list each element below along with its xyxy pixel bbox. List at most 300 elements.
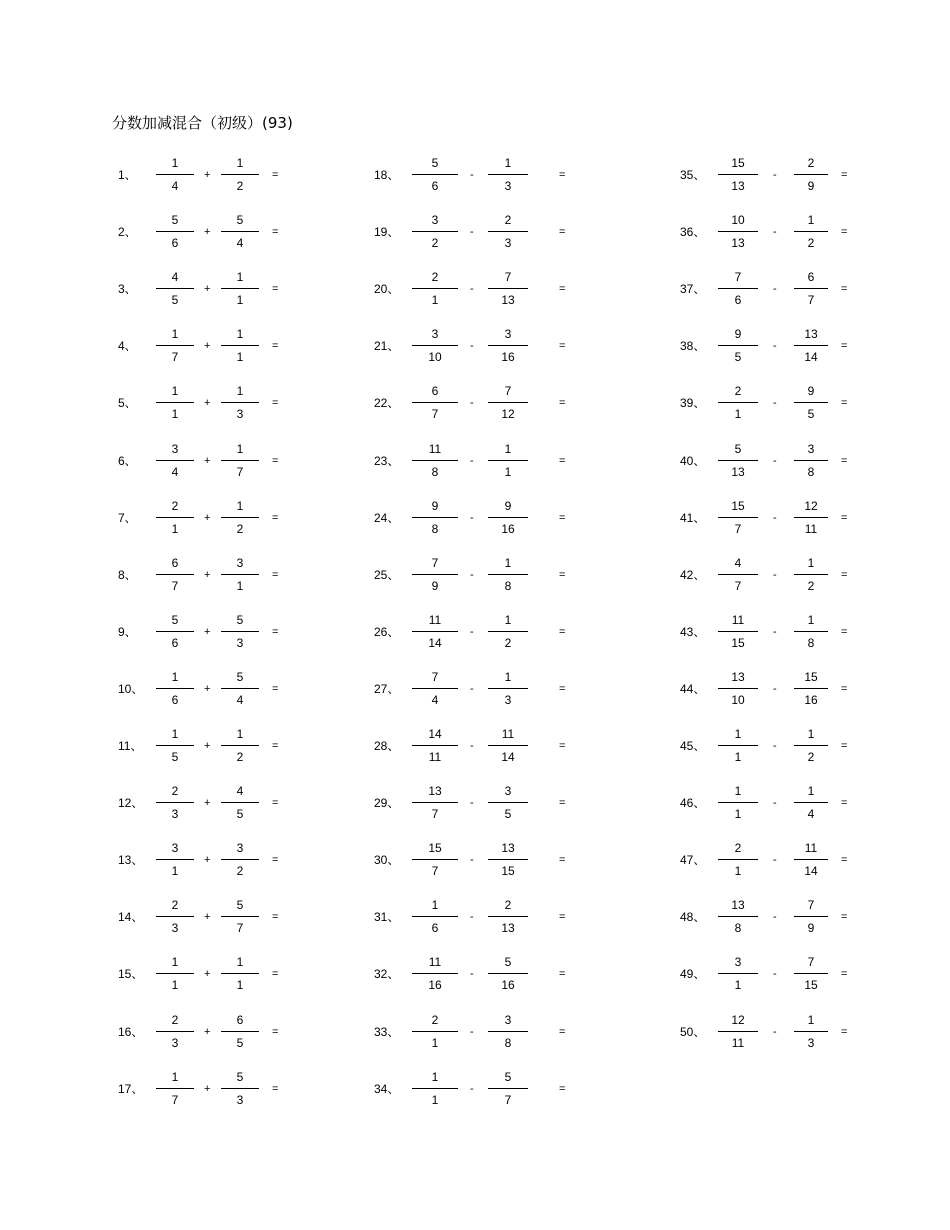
denominator: 11 [428,750,442,764]
problem-row [0,1013,950,1053]
denominator: 7 [807,293,815,308]
numerator: 1 [171,727,179,741]
numerator: 11 [804,841,818,856]
numerator: 1 [807,555,815,570]
operator: + [204,511,211,524]
denominator: 3 [171,921,179,936]
numerator: 1 [171,669,179,684]
denominator: 6 [171,236,179,251]
denominator: 3 [236,1092,244,1107]
denominator: 8 [807,464,815,479]
operator: + [204,454,211,467]
operator: - [773,797,777,810]
numerator: 7 [431,669,439,684]
fraction-second [794,1013,828,1053]
equals-sign: = [272,226,279,239]
fraction-bar [794,688,828,689]
denominator: 4 [171,179,179,193]
numerator: 13 [501,841,515,856]
fraction-bar [794,460,828,461]
equals-sign: = [841,1025,848,1038]
numerator: 15 [731,498,745,513]
numerator: 1 [807,784,815,799]
operator: - [773,1025,777,1038]
problem-number: 28、 [374,739,400,753]
fraction-second [794,556,828,596]
numerator: 5 [504,1069,512,1084]
denominator: 11 [731,1035,745,1050]
equals-sign: = [841,169,848,181]
problem-row [0,327,950,367]
operator: + [204,968,211,981]
denominator: 15 [731,635,745,650]
problem-number: 2、 [118,225,137,240]
denominator: 5 [171,750,179,764]
denominator: 16 [804,692,818,707]
fraction-bar [794,1031,828,1032]
numerator: 2 [171,498,179,513]
denominator: 3 [504,179,512,193]
fraction-first [718,156,758,196]
fraction-bar [718,916,758,917]
numerator: 1 [236,727,244,741]
numerator: 9 [504,498,512,513]
equals-sign: = [559,1025,566,1038]
denominator: 2 [236,750,244,764]
problem-number: 40、 [680,453,706,468]
problem-number: 10、 [118,681,144,696]
numerator: 1 [236,156,244,170]
problem-number: 16、 [118,1024,144,1039]
fraction-bar [794,402,828,403]
equals-sign: = [559,454,566,467]
fraction-bar [794,973,828,974]
operator: - [773,854,777,867]
numerator: 1 [807,213,815,228]
equals-sign: = [559,283,566,296]
problem-row [0,613,950,653]
denominator: 6 [171,635,179,650]
denominator: 7 [171,1092,179,1107]
equals-sign: = [841,797,848,810]
numerator: 3 [236,841,244,856]
equals-sign: = [559,682,566,695]
problem-row [0,384,950,424]
denominator: 1 [431,1035,439,1050]
fraction-second [794,156,828,196]
problem-number: 33、 [374,1024,400,1039]
operator: - [470,226,474,239]
operator: - [470,1025,474,1038]
denominator: 13 [731,179,745,193]
fraction-second [488,1070,528,1110]
fraction-bar [794,574,828,575]
problem-row [0,556,950,596]
fraction-bar [794,517,828,518]
numerator: 3 [504,327,512,342]
numerator: 1 [236,384,244,399]
fraction-bar [718,402,758,403]
problem-number: 26、 [374,624,400,639]
operator: - [470,568,474,581]
denominator: 9 [807,179,815,193]
denominator: 3 [504,236,512,251]
operator: + [204,625,211,638]
denominator: 1 [171,978,179,993]
operator: - [773,625,777,638]
denominator: 6 [734,293,742,308]
problem-number: 31、 [374,910,400,925]
denominator: 5 [734,350,742,365]
fraction-bar [718,859,758,860]
problem-number: 17、 [118,1081,144,1096]
numerator: 4 [734,555,742,570]
problem-number: 8、 [118,567,137,582]
operator: - [773,682,777,695]
equals-sign: = [272,797,279,810]
problem-row [0,841,950,881]
equals-sign: = [272,568,279,581]
equals-sign: = [841,511,848,524]
denominator: 16 [428,978,442,993]
problem-number: 30、 [374,853,400,868]
problem-number: 18、 [374,168,400,182]
denominator: 3 [171,1035,179,1050]
numerator: 15 [731,156,745,170]
operator: - [773,340,777,353]
denominator: 14 [501,750,515,764]
operator: + [204,682,211,695]
problem-number: 45、 [680,739,706,753]
denominator: 4 [431,692,439,707]
problem-number: 37、 [680,282,706,297]
numerator: 3 [171,441,179,456]
fraction-first [718,384,758,424]
fraction-second [794,784,828,824]
operator: + [204,397,211,410]
numerator: 1 [504,669,512,684]
numerator: 11 [428,955,442,970]
operator: + [204,283,211,296]
numerator: 1 [807,1012,815,1027]
operator: + [204,740,211,752]
operator: - [470,283,474,296]
denominator: 7 [504,1092,512,1107]
problem-number: 39、 [680,396,706,411]
denominator: 8 [431,521,439,536]
numerator: 7 [807,955,815,970]
problem-number: 20、 [374,282,400,297]
operator: + [204,568,211,581]
equals-sign: = [841,911,848,924]
denominator: 7 [431,807,439,822]
operator: - [773,283,777,296]
denominator: 13 [501,921,515,936]
operator: - [470,625,474,638]
denominator: 8 [807,635,815,650]
numerator: 1 [807,727,815,741]
denominator: 1 [431,1092,439,1107]
denominator: 7 [171,350,179,365]
fraction-bar [794,802,828,803]
operator: - [470,511,474,524]
denominator: 8 [431,464,439,479]
fraction-first [718,670,758,710]
denominator: 2 [431,236,439,251]
fraction-second [794,213,828,253]
fraction-first [718,499,758,539]
denominator: 15 [804,978,818,993]
numerator: 2 [171,1012,179,1027]
equals-sign: = [559,911,566,924]
numerator: 1 [236,270,244,285]
operator: - [773,226,777,239]
numerator: 1 [236,498,244,513]
fraction-bar [794,745,828,746]
problem-number: 42、 [680,567,706,582]
fraction-second [794,955,828,995]
fraction-second [794,613,828,653]
equals-sign: = [841,854,848,867]
equals-sign: = [272,169,279,181]
equals-sign: = [272,511,279,524]
denominator: 4 [236,692,244,707]
denominator: 2 [807,750,815,764]
equals-sign: = [841,682,848,695]
denominator: 1 [734,750,742,764]
fraction-bar [718,174,758,175]
equals-sign: = [559,740,566,752]
denominator: 2 [236,864,244,879]
numerator: 3 [807,441,815,456]
denominator: 7 [734,578,742,593]
problem-number: 11、 [118,739,143,753]
equals-sign: = [559,625,566,638]
denominator: 2 [504,635,512,650]
denominator: 7 [431,407,439,422]
numerator: 1 [171,384,179,399]
equals-sign: = [559,1082,566,1095]
fraction-bar [718,802,758,803]
problem-row [0,670,950,710]
equals-sign: = [559,511,566,524]
denominator: 1 [171,864,179,879]
numerator: 15 [428,841,442,856]
problem-row [0,270,950,310]
fraction-first [718,727,758,767]
fraction-second [794,442,828,482]
fraction-bar [718,288,758,289]
numerator: 7 [431,555,439,570]
denominator: 1 [504,464,512,479]
fraction-first [718,898,758,938]
fraction-bar [794,231,828,232]
numerator: 1 [171,156,179,170]
denominator: 16 [501,350,515,365]
operator: + [204,911,211,924]
denominator: 7 [171,578,179,593]
fraction-bar [718,517,758,518]
denominator: 2 [807,578,815,593]
operator: - [470,454,474,467]
denominator: 5 [504,807,512,822]
problem-number: 32、 [374,967,400,982]
denominator: 10 [731,692,745,707]
numerator: 5 [236,898,244,913]
denominator: 1 [171,521,179,536]
problem-row [0,727,950,767]
numerator: 13 [804,327,818,342]
denominator: 8 [504,578,512,593]
fraction-first [718,955,758,995]
equals-sign: = [272,740,279,752]
denominator: 9 [807,921,815,936]
numerator: 1 [236,327,244,342]
equals-sign: = [272,397,279,410]
denominator: 8 [734,921,742,936]
numerator: 1 [504,612,512,627]
denominator: 1 [734,407,742,422]
denominator: 3 [236,407,244,422]
equals-sign: = [559,854,566,867]
fraction-second [794,499,828,539]
equals-sign: = [559,340,566,353]
operator: - [773,568,777,581]
denominator: 5 [171,293,179,308]
fraction-bar [718,688,758,689]
numerator: 1 [734,727,742,741]
problem-number: 38、 [680,339,706,354]
equals-sign: = [841,340,848,353]
operator: + [204,226,211,239]
fraction-first [718,613,758,653]
operator: + [204,169,211,181]
problem-number: 23、 [374,453,400,468]
problem-row [0,784,950,824]
problem-row [0,898,950,938]
problem-number: 14、 [118,910,144,925]
problem-row [0,955,950,995]
denominator: 10 [428,350,442,365]
operator: + [204,1082,211,1095]
operator: - [470,1082,474,1095]
numerator: 5 [236,612,244,627]
problem-number: 19、 [374,225,400,240]
problem-number: 29、 [374,796,400,811]
denominator: 16 [501,521,515,536]
numerator: 13 [731,898,745,913]
problem-number: 47、 [680,853,706,868]
numerator: 2 [734,841,742,856]
numerator: 5 [236,1069,244,1084]
equals-sign: = [841,226,848,239]
equals-sign: = [841,568,848,581]
denominator: 13 [731,464,745,479]
denominator: 7 [734,521,742,536]
numerator: 2 [504,213,512,228]
denominator: 16 [501,978,515,993]
operator: - [773,740,777,752]
operator: - [470,968,474,981]
numerator: 13 [428,784,442,799]
fraction-bar [488,1088,528,1089]
problem-number: 9、 [118,624,137,639]
equals-sign: = [559,397,566,410]
denominator: 9 [431,578,439,593]
problem-number: 36、 [680,225,706,240]
numerator: 7 [504,270,512,285]
problem-number: 43、 [680,624,706,639]
problem-number: 5、 [118,396,137,411]
problem-number: 44、 [680,681,706,696]
denominator: 1 [236,978,244,993]
numerator: 2 [431,1012,439,1027]
operator: - [773,511,777,524]
numerator: 11 [428,612,442,627]
fraction-bar [718,1031,758,1032]
denominator: 1 [236,578,244,593]
numerator: 6 [431,384,439,399]
denominator: 6 [171,692,179,707]
numerator: 2 [807,156,815,170]
operator: - [773,968,777,981]
numerator: 5 [236,669,244,684]
problem-row [0,213,950,253]
equals-sign: = [559,169,566,181]
numerator: 1 [431,1069,439,1084]
numerator: 5 [734,441,742,456]
fraction-bar [794,174,828,175]
problem-number: 50、 [680,1024,706,1039]
problem-number: 6、 [118,453,137,468]
numerator: 11 [731,612,745,627]
denominator: 3 [807,1035,815,1050]
denominator: 14 [804,864,818,879]
numerator: 5 [171,213,179,228]
numerator: 3 [504,784,512,799]
operator: - [470,854,474,867]
operator: - [470,740,474,752]
problem-number: 49、 [680,967,706,982]
operator: + [204,1025,211,1038]
denominator: 4 [171,464,179,479]
denominator: 2 [807,236,815,251]
fraction-bar [718,231,758,232]
numerator: 3 [236,555,244,570]
denominator: 1 [734,807,742,822]
numerator: 15 [804,669,818,684]
numerator: 6 [236,1012,244,1027]
denominator: 1 [734,978,742,993]
numerator: 2 [431,270,439,285]
numerator: 11 [428,441,442,456]
problem-number: 13、 [118,853,144,868]
fraction-bar [794,859,828,860]
denominator: 7 [236,921,244,936]
numerator: 5 [236,213,244,228]
equals-sign: = [841,625,848,638]
equals-sign: = [272,454,279,467]
fraction-bar [412,1088,458,1089]
operator: - [470,397,474,410]
numerator: 6 [171,555,179,570]
denominator: 5 [236,807,244,822]
denominator: 11 [804,521,818,536]
numerator: 14 [428,727,442,741]
equals-sign: = [559,226,566,239]
operator: + [204,797,211,810]
operator: + [204,854,211,867]
